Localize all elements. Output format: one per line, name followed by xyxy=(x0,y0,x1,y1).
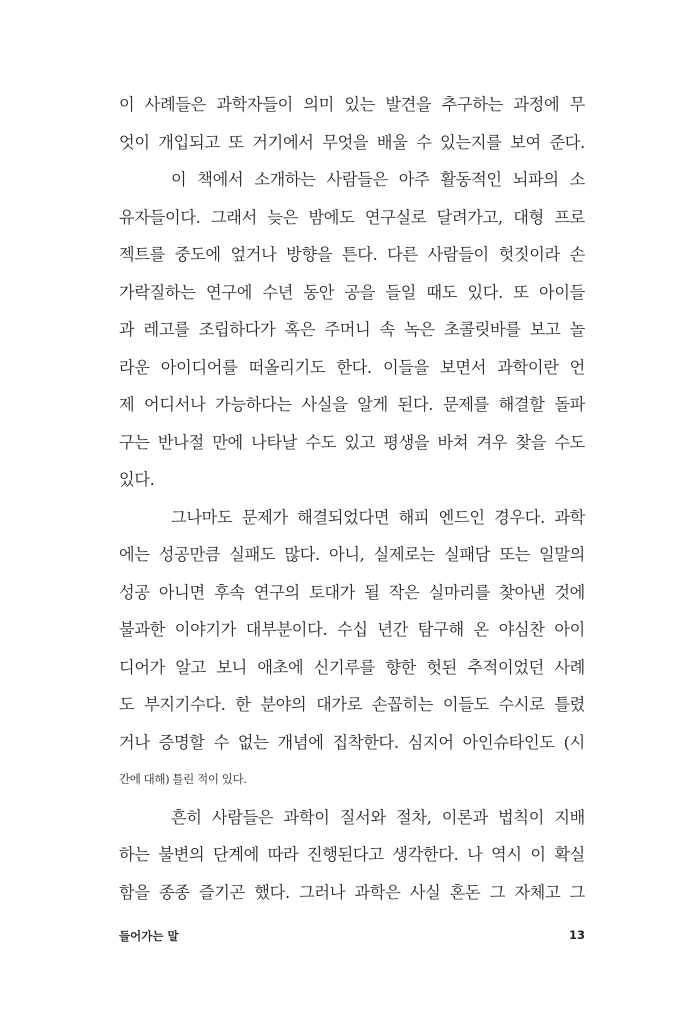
text-line-13: 에는 성공만큼 실패도 많다. 아니, 실제로는 실패담 또는 일말의 xyxy=(119,545,585,564)
body-text xyxy=(119,86,585,911)
text-line-3: 이 책에서 소개하는 사람들은 아주 활동적인 뇌파의 소 xyxy=(171,170,585,189)
text-line-15: 불과한 이야기가 대부분이다. 수십 년간 탐구해 온 야심찬 아이 xyxy=(119,620,585,639)
page-number: 13 xyxy=(568,928,585,942)
text-line-7: 과 레고를 조립하다가 혹은 주머니 속 녹은 초콜릿바를 보고 놀 xyxy=(119,320,585,339)
text-line-21: 하는 불변의 단계에 따라 진행된다고 생각한다. 나 역시 이 확실 xyxy=(119,845,585,864)
text-line-5: 젝트를 중도에 엎거나 방향을 튼다. 다른 사람들이 헛짓이라 손 xyxy=(119,245,585,264)
chapter-title: 들어가는 말 xyxy=(119,929,179,943)
text-line-2: 엇이 개입되고 또 거기에서 무엇을 배울 수 있는지를 보여 준다. xyxy=(119,132,585,152)
text-line-14: 성공 아니면 후속 연구의 토대가 될 작은 실마리를 찾아낸 것에 xyxy=(119,582,585,602)
text-line-9: 제 어디서나 가능하다는 사실을 알게 된다. 문제를 해결할 돌파 xyxy=(119,395,585,414)
text-line-22: 함을 종종 즐기곤 했다. 그러나 과학은 사실 혼돈 그 자체고 그 xyxy=(119,882,585,902)
text-line-4: 유자들이다. 그래서 늦은 밤에도 연구실로 달려가고, 대형 프로 xyxy=(119,207,585,227)
text-line-11: 있다. xyxy=(119,470,155,489)
text-line-6: 가락질하는 연구에 수년 동안 공을 들일 때도 있다. 또 아이들 xyxy=(119,282,585,302)
text-line-10: 구는 반나절 만에 나타날 수도 있고 평생을 바쳐 겨우 찾을 수도 xyxy=(119,432,585,452)
text-line-1: 이 사례들은 과학자들이 의미 있는 발견을 추구하는 과정에 무 xyxy=(119,95,585,114)
text-line-16: 디어가 알고 보니 애초에 신기루를 향한 헛된 추적이었던 사례 xyxy=(119,657,585,677)
text-line-20: 흔히 사람들은 과학이 질서와 절차, 이론과 법칙이 지배 xyxy=(171,807,585,827)
text-line-19: 간에 대해) 틀린 적이 있다. xyxy=(119,772,247,786)
text-line-17: 도 부지기수다. 한 분야의 대가로 손꼽히는 이들도 수시로 틀렸 xyxy=(119,695,585,714)
text-line-12: 그나마도 문제가 해결되었다면 해피 엔드인 경우다. 과학 xyxy=(171,507,585,527)
text-line-8: 라운 아이디어를 떠올리기도 한다. 이들을 보면서 과학이란 언 xyxy=(119,357,585,377)
text-line-18: 거나 증명할 수 없는 개념에 집착한다. 심지어 아인슈타인도 (시 xyxy=(119,732,585,752)
